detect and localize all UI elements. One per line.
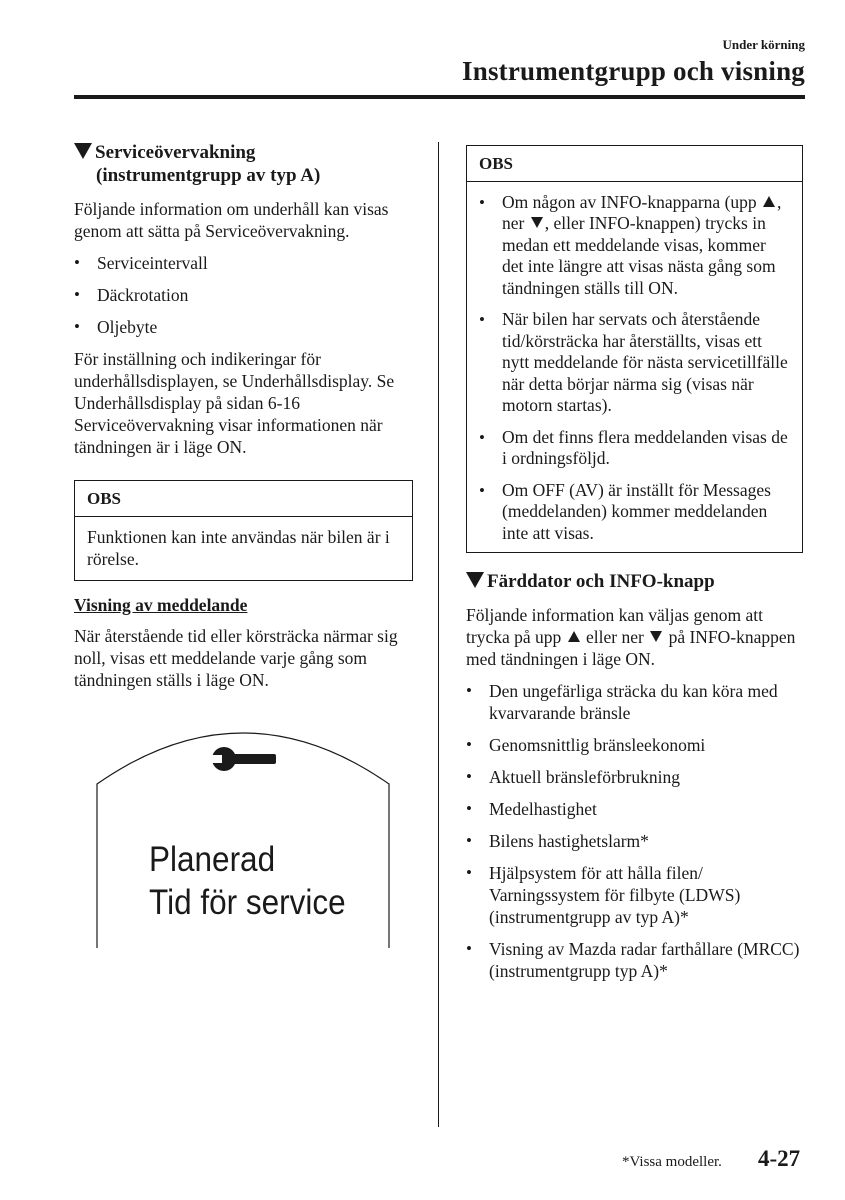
footer-note: *Vissa modeller. [622, 1154, 722, 1170]
list-item: • Om det finns flera meddelanden visas de i ordningsföljd. [479, 427, 788, 470]
list-item: • Oljebyte [74, 316, 414, 338]
obs-text: Funktionen kan inte användas när bilen är i rörelse. [87, 527, 390, 569]
service-list [74, 252, 414, 338]
list-item: • Om OFF (AV) är inställt för Messages (meddelanden) kommer meddelanden inte att visas. [479, 480, 788, 545]
page-number: 4-27 [758, 1146, 801, 1171]
obs-label: OBS [75, 481, 412, 517]
down-arrow-icon [531, 217, 543, 228]
column-divider [438, 142, 439, 1127]
page-title: Instrumentgrupp och visning [462, 56, 805, 86]
obs-note-left [74, 480, 413, 581]
list-item: • Bilens hastighetslarm* [466, 830, 806, 852]
trip-computer-heading: Färddator och INFO-knapp [466, 570, 806, 593]
message-subheading: Visning av meddelande [74, 595, 248, 615]
down-arrow-icon [650, 631, 662, 642]
section-triangle-icon [466, 572, 484, 588]
message-paragraph: När återstående tid eller körsträcka närmar sig noll, visas ett meddelande varje gång som tändningen ställs i läge ON. [74, 626, 398, 690]
service-display-illustration [96, 712, 390, 948]
list-item: • När bilen har servats och återstående tid/körsträcka har återställts, visas ett nytt meddelande för nästa servicetillfälle när detta börjar närma sig (visas när motorn startas). [479, 309, 788, 417]
list-item: • Den ungefärliga sträcka du kan köra med kvarvarande bränsle [466, 680, 806, 724]
list-item: • Genomsnittlig bränsleekonomi [466, 734, 806, 756]
list-item: • Aktuell bränsleförbrukning [466, 766, 806, 788]
message-section [74, 594, 414, 691]
list-item: • Medelhastighet [466, 798, 806, 820]
up-arrow-icon [568, 631, 580, 642]
wrench-icon [210, 740, 280, 780]
maintenance-paragraph: För inställning och indikeringar för underhållsdisplayen, se Underhållsdisplay. Se Underhållsdisplay på sidan 6-16 Serviceövervakning visar informationen när tändningen är i läge ON. [74, 349, 395, 457]
list-item: • Serviceintervall [74, 252, 414, 274]
display-line-1: Planerad [149, 840, 276, 879]
list-item: • Visning av Mazda radar farthållare (MRCC) (instrumentgrupp typ A)* [466, 938, 806, 982]
up-arrow-icon [763, 196, 775, 207]
obs-note-right [466, 145, 803, 553]
list-item: • Om någon av INFO-knapparna (upp , ner , eller INFO-knappen) trycks in medan ett meddelande visas, kommer det inte längre att visas nästa gång som tändningen ställs till ON. [479, 192, 788, 300]
section-kicker: Under körning [722, 37, 805, 52]
trip-list [466, 680, 806, 982]
service-intro: Följande information om underhåll kan visas genom att sätta på Serviceövervakning. [74, 199, 389, 241]
section-triangle-icon [74, 143, 92, 159]
left-column [74, 141, 414, 458]
service-monitor-heading: Serviceövervakning (instrumentgrupp av typ A) [74, 141, 414, 187]
trip-computer-section [466, 570, 806, 982]
obs-label: OBS [467, 146, 802, 182]
display-line-2: Tid för service [149, 883, 346, 922]
title-rule [74, 95, 805, 99]
list-item: • Däckrotation [74, 284, 414, 306]
list-item: • Hjälpsystem för att hålla filen/ Varningssystem för filbyte (LDWS) (instrumentgrupp av typ A)* [466, 862, 806, 928]
obs-list [467, 182, 802, 545]
trip-intro: Följande information kan väljas genom att trycka på upp eller ner på INFO-knappen med tändningen i läge ON. [466, 605, 796, 669]
